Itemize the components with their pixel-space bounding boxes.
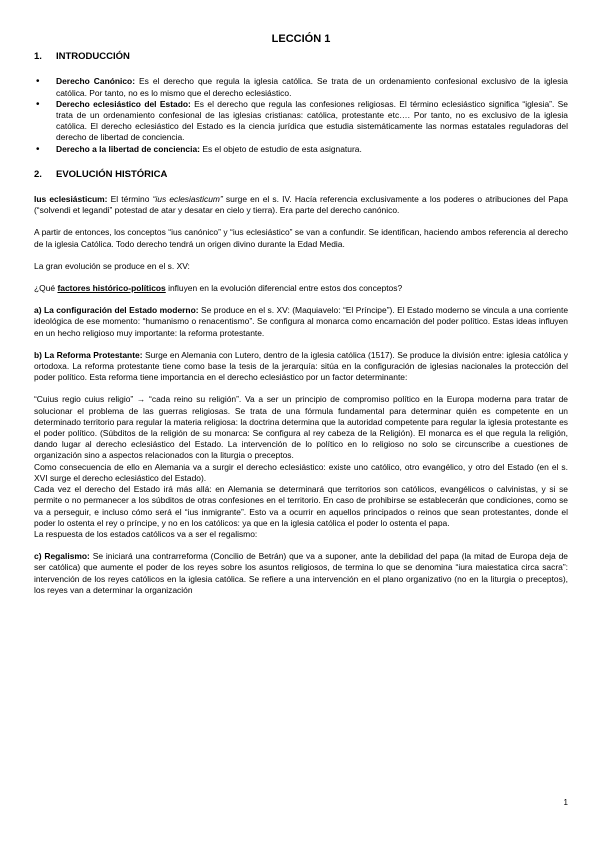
section-heading-introduccion	[34, 51, 568, 62]
paragraph-ius	[34, 194, 568, 216]
section-number: 2.	[34, 168, 42, 180]
paragraph-question	[34, 283, 568, 294]
definition: Es el derecho que regula la iglesia católica. Se trata de un ordenamiento confesional exclusivo de la iglesia católica. Por tanto, no es lo mismo que el derecho eclesiástico.	[56, 76, 568, 98]
term: Derecho a la libertad de conciencia:	[56, 143, 200, 154]
term: b) La Reforma Protestante:	[34, 349, 143, 360]
term: Ius eclesiásticum:	[34, 194, 108, 205]
paragraph-gran-evolucion: La gran evolución se produce en el s. XV:	[34, 260, 190, 271]
section-number: 1.	[34, 51, 42, 63]
text-run: influyen en la evolución diferencial entre estos dos conceptos?	[165, 283, 403, 294]
definition: Es el derecho que regula las confesiones religiosas. El término eclesiástico significa “iglesia”. Se trata de un ordenamiento confesional de las iglesias cristianas: católica, protestante etc…. Por tanto, no es exclusivo de la iglesia católica. El derecho eclesiástico del Estado es la ciencia jurídica que estudia sistemáticamente las normas estatales reguladoras del derecho de libertad de conciencia.	[56, 98, 568, 143]
text-run: Surge en Alemania con Lutero, dentro de la iglesia católica (1517). Se produce la división entre: iglesia católica y ortodoxa. La reforma protestante tiene como base la tesis de la jerarquía: sitúa en la configuración de iglesias nacionales la protección del poder político. Esta reforma tiene importancia en el derecho eclesiástico por un factor determinante:	[34, 349, 568, 383]
paragraph-a-partir: A partir de entonces, los conceptos “ius canónico” y “ius eclesiástico” se van a confundir. Se identifican, haciendo ambos referencia al derecho de la iglesia Católica. Todo derecho tendrá un origen divino durante la Edad Media.	[34, 227, 568, 249]
list-item	[34, 144, 568, 155]
paragraph-cada-vez: Cada vez el derecho del Estado irá más allá: en Alemania se determinará que territorios son católicos, evangélicos o calvinistas, y si se permite o no permanecer a los súbditos de otras confesiones en el territorio. En caso de prohibirse se establecerán que condiciones, como se va a perseguir, e incluso cómo será el “ius inmigrante”. Esto va a ocurrir en aquellos principados o reinos que sean protestantes, donde el poder lo ostenta el rey o príncipe, y no en los católicos: ya que en la iglesia católica el poder lo ostenta el papa.	[34, 484, 568, 528]
paragraph-c	[34, 551, 568, 596]
text-run: Se produce en el s. XV: (Maquiavelo: “El Príncipe”). El Estado moderno se vincula a una corriente ideológica de ese momento: “humanismo o renacentismo”. Se configura al monarca como encarnación del poder político. Estas ideas influyen en un hecho religioso muy importante: la reforma protestante.	[34, 305, 569, 338]
list-item	[34, 99, 568, 144]
definitions-list	[34, 76, 568, 154]
page-title: LECCIÓN 1	[271, 33, 331, 45]
section-title: INTRODUCCIÓN	[56, 51, 130, 63]
term: c) Regalismo:	[34, 551, 90, 562]
paragraph-cuius: “Cuius regio cuius religio” → “cada reino su religión”. Va a ser un principio de compromiso político en la Europa moderna para tratar de solucionar el problema de las guerras religiosas. Se trata de una fórmula fundamental para determinar quién es competente en un determinado territorio para regular la materia religiosa: la doctrina determina que la autoridad competente para regular la iglesia protestante es el poder político. (Súbditos de la religión de su monarca: Se configura al rey cabeza de la Religión). El monarca es el que regula la religión, dando lugar al derecho eclesiástico del Estado. La intervención de lo político en lo religioso no solo se circunscribe a cuestiones de organización sino a aspectos relacionados con la liturgia o preceptos.	[34, 394, 568, 461]
term: Derecho eclesiástico del Estado:	[56, 98, 191, 109]
section-title: EVOLUCIÓN HISTÓRICA	[56, 168, 168, 180]
section-heading-evolucion	[34, 169, 568, 180]
paragraph-b	[34, 350, 568, 384]
definition: Es el objeto de estudio de esta asignatura.	[199, 143, 362, 154]
paragraph-respuesta: La respuesta de los estados católicos va a ser el regalismo:	[34, 528, 258, 539]
page-number: 1	[563, 798, 568, 807]
underlined-term: factores histórico-políticos	[57, 283, 166, 294]
document-page	[34, 34, 568, 607]
quoted-term: “ius eclesiasticum”	[152, 194, 223, 205]
text-run: El término	[107, 194, 153, 205]
text-run: ¿Qué	[34, 283, 58, 294]
paragraph-consecuencia: Como consecuencia de ello en Alemania va a surgir el derecho eclesiástico: existe uno católico, otro evangélico, y otro del Estado (en el s. XVI surge el derecho eclesiástico del Estado).	[34, 461, 568, 483]
text-run: Se iniciará una contrarreforma (Concilio de Betrán) que va a suponer, ante la debilidad del papa (la mitad de Europa deja de ser católica) que aumente el poder de los reyes sobre los asuntos religiosos, de termina lo que se denomina “iura maiestatica circa sacra”: intervención de los reyes católicos en la iglesia católica. Se refiere a una intervención en el plano organizativo (no en la liturgia o preceptos), los reyes van a determinar la organización	[34, 551, 569, 595]
list-item	[34, 76, 568, 98]
term: a) La configuración del Estado moderno:	[34, 305, 199, 316]
term: Derecho Canónico:	[56, 76, 136, 87]
text-run: surge en el s. IV. Hacía referencia exclusivamente a los poderes o atribuciones del Papa (“solvendi et legandi” potestad de atar y desatar en cielo y tierra). Era parte del derecho canónico.	[34, 194, 568, 216]
paragraph-a	[34, 305, 568, 339]
